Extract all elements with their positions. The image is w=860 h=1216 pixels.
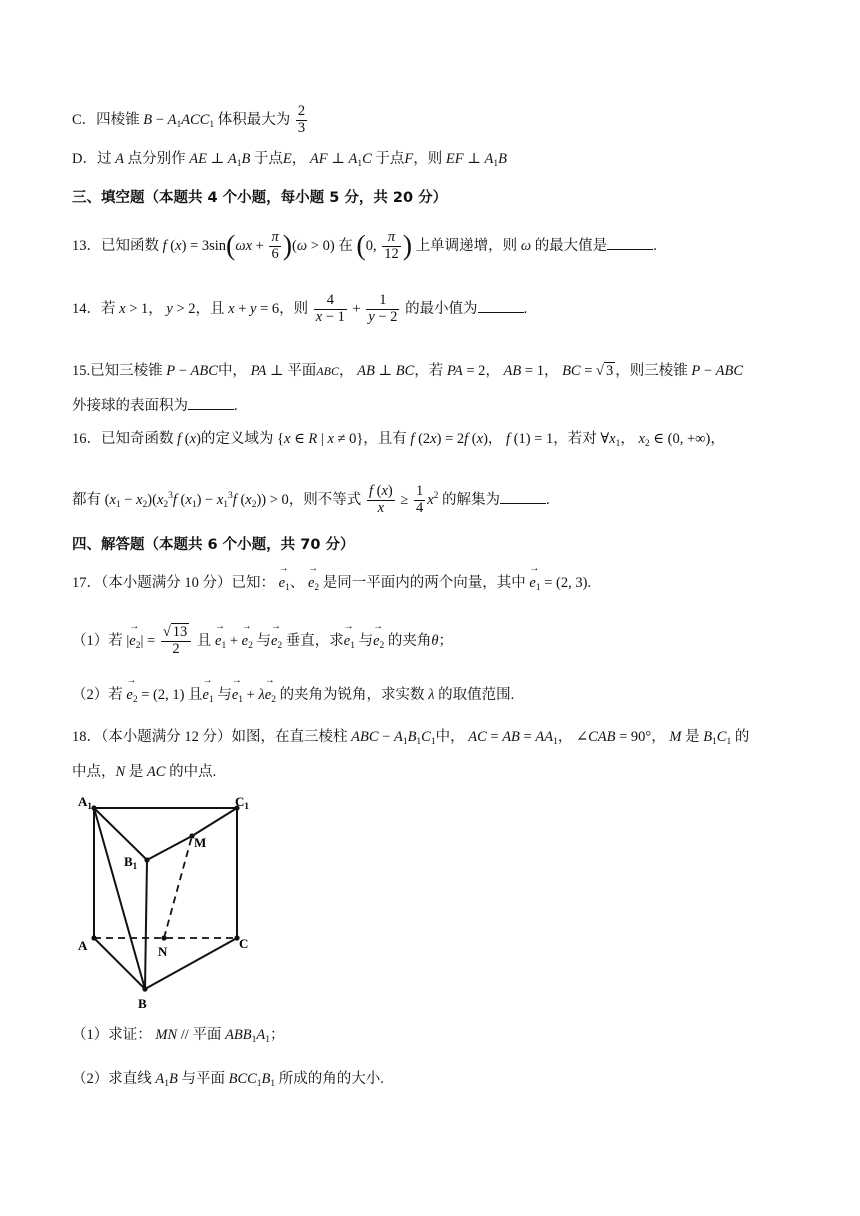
section-3-heading: 三、填空题（本题共 4 个小题，每小题 5 分，共 20 分） xyxy=(72,190,448,206)
label-a1: $A_1$ xyxy=(78,794,92,811)
label-b1: $B_1$ xyxy=(124,854,138,871)
question-16: 16．已知奇函数 f (x)的定义域为 {x ∈ R | x ≠ 0}，且有 f (2x) = 2f (x)， f (1) = 1，若对 $\forall x_1$， $x_2$ ∈ (0, +∞)， xyxy=(72,431,725,449)
question-17: 17．（本小题满分 10 分）已知： → $e_1$、 → $e_2$ 是同一平面内的两个向量，其中 → $e_1 = (2$, 3). xyxy=(72,570,800,595)
question-13: 13．已知函数 f (x) = 3sin(ωx + $\frac{\pi}{6}$ )(ω > 0) 在 (0, $\frac{\pi}{12}$ ) 上单调递增，则 ω 的最大值是 . xyxy=(72,229,657,262)
label-a: A xyxy=(78,938,88,953)
question-17-part-2: （2）若 → $e_2 = (2$, 1) 且→ $e_1$ 与→ $e_1 + \lambda\to e_2$ 的夹角为锐角，求实数 λ 的取值范围. xyxy=(72,682,800,707)
option-d: D．过 A 点分别作 AE ⊥ $A_1B$ 于点E， AF ⊥ $A_1C$ 于点F，则 EF ⊥ $A_1B$ xyxy=(72,151,507,169)
section-4-heading: 四、解答题（本题共 6 个小题，共 70 分） xyxy=(72,537,355,553)
question-15-line2: 外接球的表面积为 . xyxy=(72,398,238,414)
label-m: M xyxy=(194,835,207,850)
answer-blank xyxy=(188,408,234,410)
question-18-line2: 中点，N 是 AC 的中点. xyxy=(72,764,217,780)
question-18-part-2: （2）求直线 $A_1B$ 与平面 $BCC_1B_1$ 所成的角的大小. xyxy=(72,1071,384,1089)
question-17-part-1: （1）若 |→ $e_2|$ = $\frac{√ 13}{2}$ 且 → $e_1$ + → $e_2$ 与→ $e_2$ 垂直，求→ $e_1$ 与→ $e_2$ 的夹角θ； xyxy=(72,625,800,658)
prism-figure xyxy=(72,792,272,1017)
answer-blank xyxy=(478,311,524,313)
question-15: 15.已知三棱锥 P − ABC中， PA ⊥ 平面ABC， AB ⊥ BC，若 PA = 2， AB = 1， BC = √ 3 ，则三棱锥 P − ABC xyxy=(72,363,744,379)
option-c: C．四棱锥 $B - A_1ACC_1$ 体积最大为 $\frac{2}{3}$ xyxy=(72,103,306,136)
label-c1: $C_1$ xyxy=(235,794,249,811)
label-n: N xyxy=(158,944,168,959)
question-14: 14．若 x > 1， y > 2，且 x + y = 6，则 $\frac{4}{x - 1}$ + $\frac{1}{y - 2}$ 的最小值为 . xyxy=(72,292,528,325)
label-b: B xyxy=(138,996,147,1011)
fraction: $\frac{2}{3}$ xyxy=(297,103,306,136)
question-16-line2: 都有 $(x_1 - x_2)(x_2^3f$ $(x_1) - x_1^3f$ $(x_2)) > 0$，则不等式 $\frac{f (x)}{x}$ ≥ $\frac{1}{4}$ $x^2$ 的解集为 . xyxy=(72,483,550,516)
label-c: C xyxy=(239,936,249,951)
question-18: 18．（本小题满分 12 分）如图，在直三棱柱 ABC − $A_1B_1C_1$中， AC = AB = $AA_1$， ∠CAB = 90°， M 是 $B_1C_1$ 的 xyxy=(72,729,750,747)
question-18-part-1: （1）求证： MN // 平面 $ABB_1A_1$； xyxy=(72,1027,285,1045)
answer-blank xyxy=(500,502,546,504)
answer-blank xyxy=(607,248,653,250)
